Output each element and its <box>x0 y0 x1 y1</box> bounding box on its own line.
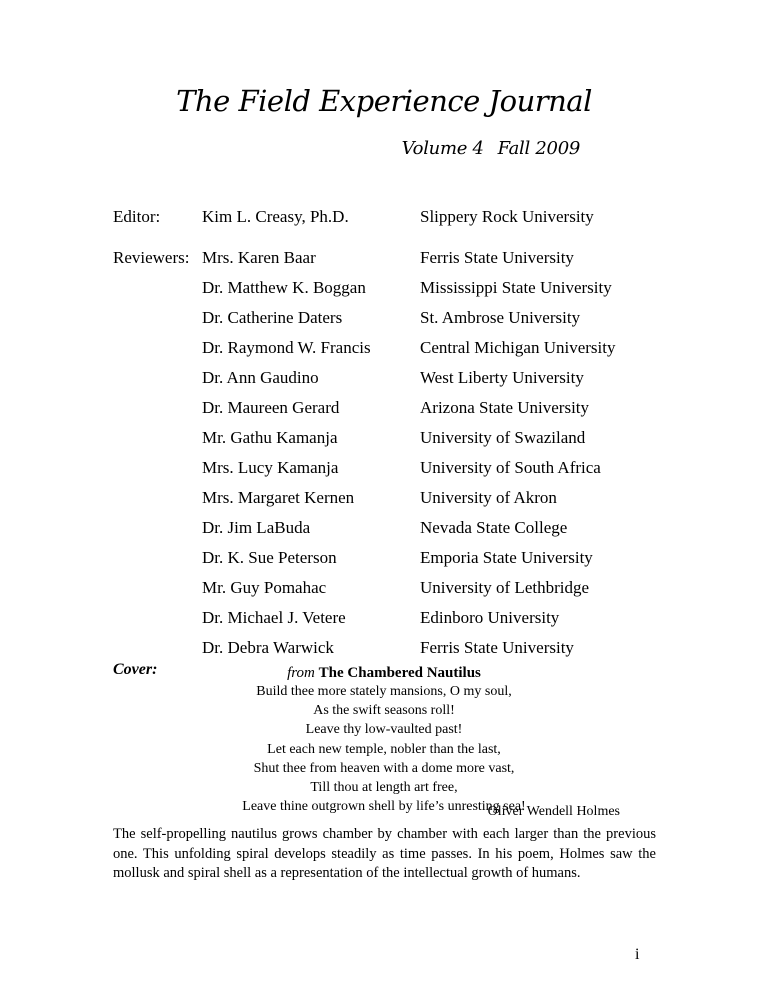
reviewers-label: Reviewers: <box>113 248 190 267</box>
editor-label: Editor: <box>113 207 161 226</box>
reviewer-name: Dr. Raymond W. Francis <box>202 338 371 357</box>
page-number: i <box>635 946 640 963</box>
reviewer-university: Ferris State University <box>420 248 574 267</box>
poem-author: Oliver Wendell Holmes <box>487 804 620 819</box>
reviewer-university: Mississippi State University <box>420 278 612 297</box>
cover-label: Cover: <box>113 661 158 678</box>
poem-line: Let each new temple, nobler than the last, <box>267 741 501 757</box>
reviewer-name: Dr. Ann Gaudino <box>202 368 319 387</box>
reviewer-name: Mr. Gathu Kamanja <box>202 428 338 447</box>
reviewer-university: Ferris State University <box>420 638 574 657</box>
reviewer-name: Mrs. Karen Baar <box>202 248 316 267</box>
poem-line: Build thee more stately mansions, O my soul, <box>256 684 512 699</box>
reviewer-university: Emporia State University <box>420 548 593 567</box>
cover-description: The self-propelling nautilus grows chamber by chamber with each larger than the previous one. This unfolding spiral develops steadily as time passes. In his poem, Holmes saw the mollusk and spiral shell as a representation of the intellectual growth of humans. <box>113 826 656 881</box>
reviewer-name: Dr. Debra Warwick <box>202 638 334 657</box>
poem-lines <box>0 682 768 816</box>
volume-number: Volume 4 <box>401 138 484 159</box>
reviewer-university: University of Akron <box>420 488 557 507</box>
poem-from: from <box>287 665 315 681</box>
editor-name: Kim L. Creasy, Ph.D. <box>202 207 349 226</box>
reviewer-name: Dr. Michael J. Vetere <box>202 608 346 627</box>
reviewer-name: Dr. Jim LaBuda <box>202 518 311 537</box>
editor-university: Slippery Rock University <box>420 207 594 226</box>
poem-title: The Chambered Nautilus <box>318 665 481 681</box>
reviewer-university: Edinboro University <box>420 608 560 627</box>
reviewer-name: Mrs. Margaret Kernen <box>202 488 355 507</box>
reviewer-name: Dr. Matthew K. Boggan <box>202 278 366 297</box>
reviewer-university: Nevada State College <box>420 518 568 537</box>
poem-line: Shut thee from heaven with a dome more vast, <box>253 760 515 776</box>
reviewer-university: University of Swaziland <box>420 428 586 447</box>
reviewer-name: Mrs. Lucy Kamanja <box>202 458 339 477</box>
reviewer-name: Dr. K. Sue Peterson <box>202 548 337 567</box>
poem-line: Till thou at length art free, <box>310 780 458 796</box>
reviewer-university: St. Ambrose University <box>420 308 581 327</box>
reviewer-name: Dr. Catherine Daters <box>202 308 343 327</box>
journal-title: The Field Experience Journal <box>176 84 592 118</box>
poem-heading <box>0 664 768 682</box>
reviewer-university: University of South Africa <box>420 458 601 477</box>
reviewer-university: West Liberty University <box>420 368 584 387</box>
reviewer-university: Arizona State University <box>420 398 590 417</box>
reviewer-university: University of Lethbridge <box>420 578 590 597</box>
volume-line <box>402 138 580 159</box>
reviewer-name: Mr. Guy Pomahac <box>202 578 327 597</box>
poem-line: Leave thy low-vaulted past! <box>305 722 463 738</box>
poem-line: As the swift seasons roll! <box>313 703 455 719</box>
reviewer-university: Central Michigan University <box>420 338 616 357</box>
volume-season: Fall 2009 <box>497 138 580 159</box>
poem-line: Leave thine outgrown shell by life’s unresting sea! <box>242 799 526 815</box>
reviewer-name: Dr. Maureen Gerard <box>202 398 340 417</box>
